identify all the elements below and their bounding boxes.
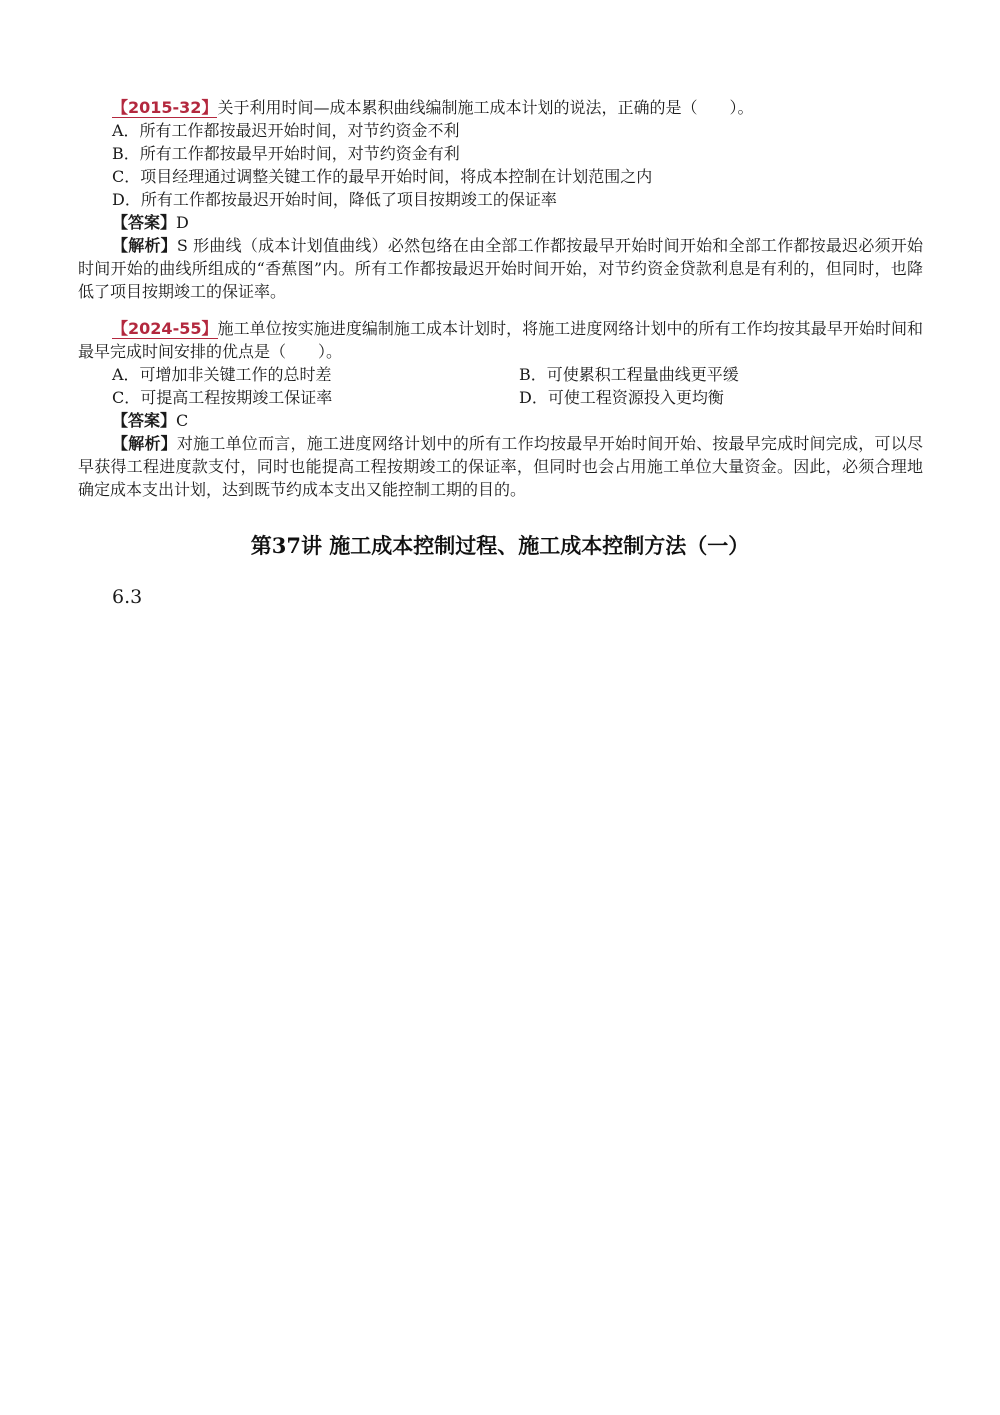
question-tag: 【2024-55】 xyxy=(112,319,218,338)
answer-label: 【答案】 xyxy=(112,213,177,232)
options-row-2 xyxy=(78,386,923,409)
section-number: 6.3 xyxy=(112,586,143,608)
option-d: D．可使工程资源投入更均衡 xyxy=(519,388,724,407)
question-2024-55 xyxy=(78,317,923,501)
answer-label: 【答案】 xyxy=(112,411,177,430)
option-b: B．可使累积工程量曲线更平缓 xyxy=(519,365,739,384)
option-b: B．所有工作都按最早开始时间，对节约资金有利 xyxy=(112,144,460,163)
question-text: 施工单位按实施进度编制施工成本计划时，将施工进度网络计划中的所有工作均按其最早开始时间和最早完成时间安排的优点是（ ）。 xyxy=(78,319,923,361)
option-d: D．所有工作都按最迟开始时间，降低了项目按期竣工的保证率 xyxy=(112,190,557,209)
analysis-label: 【解析】 xyxy=(112,236,177,255)
answer-value: C xyxy=(176,411,189,430)
answer xyxy=(78,409,923,432)
question-tag: 【2015-32】 xyxy=(112,98,218,117)
answer-value: D xyxy=(176,213,189,232)
option-c: C．可提高工程按期竣工保证率 xyxy=(112,388,333,407)
question-stem xyxy=(78,317,923,363)
analysis xyxy=(78,234,923,303)
analysis-label: 【解析】 xyxy=(112,434,177,453)
options-row-1 xyxy=(78,363,923,386)
analysis xyxy=(78,432,923,501)
lecture-heading: 第37讲 施工成本控制过程、施工成本控制方法（一） xyxy=(250,533,750,558)
option-a: A．可增加非关键工作的总时差 xyxy=(112,365,332,384)
option-a: A．所有工作都按最迟开始时间，对节约资金不利 xyxy=(112,121,460,140)
question-stem xyxy=(78,96,923,119)
analysis-text: S 形曲线（成本计划值曲线）必然包络在由全部工作都按最早开始时间开始和全部工作都按最迟必须开始时间开始的曲线所组成的“香蕉图”内。所有工作都按最迟开始时间开始，对节约资金贷款利息是有利的，但同时，也降低了项目按期竣工的保证率。 xyxy=(78,236,923,301)
answer xyxy=(78,211,923,234)
question-text: 关于利用时间—成本累积曲线编制施工成本计划的说法，正确的是（ ）。 xyxy=(217,98,754,117)
question-2015-32 xyxy=(78,96,923,303)
analysis-text: 对施工单位而言，施工进度网络计划中的所有工作均按最早开始时间开始、按最早完成时间完成，可以尽早获得工程进度款支付，同时也能提高工程按期竣工的保证率，但同时也会占用施工单位大量资金。因此，必须合理地确定成本支出计划，达到既节约成本支出又能控制工期的目的。 xyxy=(78,434,923,499)
option-c: C．项目经理通过调整关键工作的最早开始时间，将成本控制在计划范围之内 xyxy=(112,167,653,186)
